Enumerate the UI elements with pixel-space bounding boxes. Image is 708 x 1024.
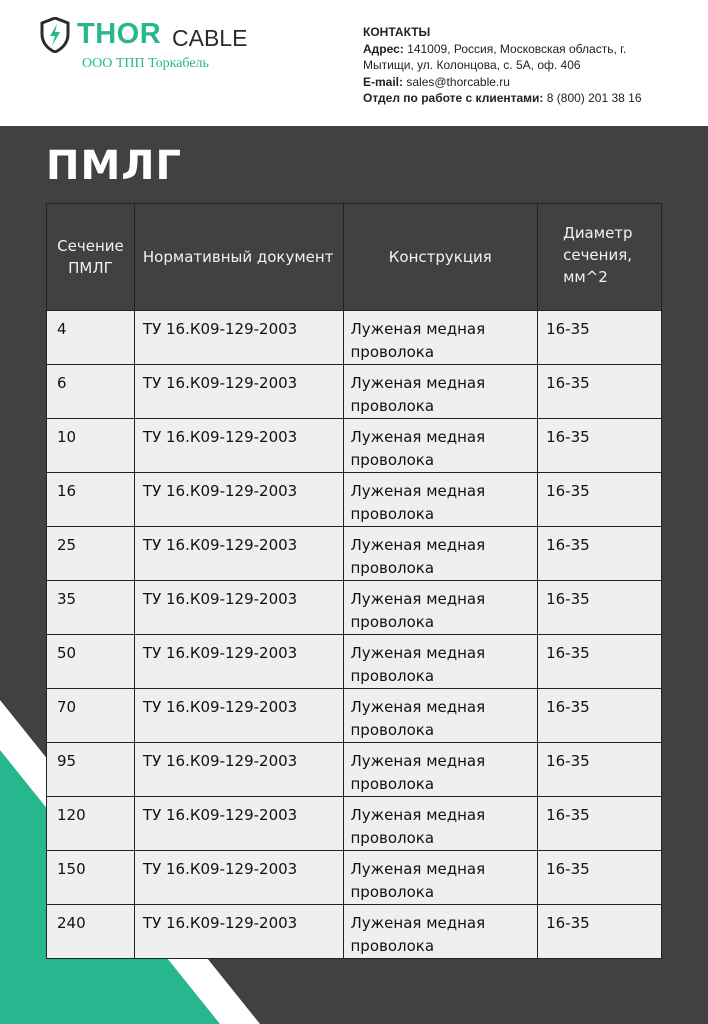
cell-construction: Луженая медная проволока	[343, 905, 538, 959]
cell-section: 95	[47, 743, 135, 797]
cell-section: 25	[47, 527, 135, 581]
phone-link[interactable]: 8 (800) 201 38 16	[546, 91, 642, 105]
cell-diameter: 16-35	[538, 419, 662, 473]
cell-section: 6	[47, 365, 135, 419]
cell-document: ТУ 16.К09-129-2003	[134, 419, 343, 473]
cell-diameter: 16-35	[538, 797, 662, 851]
cell-section: 150	[47, 851, 135, 905]
address-value-2: Мытищи, ул. Колонцова, с. 5А, оф. 406	[363, 58, 581, 72]
cell-section: 50	[47, 635, 135, 689]
header-section: Сечение ПМЛГ	[47, 204, 135, 311]
cell-construction: Луженая медная проволока	[343, 851, 538, 905]
cell-section: 35	[47, 581, 135, 635]
header-diameter: Диаметр сечения, мм^2	[538, 204, 662, 311]
cell-document: ТУ 16.К09-129-2003	[134, 311, 343, 365]
table-row	[47, 527, 662, 581]
table-row	[47, 851, 662, 905]
cell-construction: Луженая медная проволока	[343, 797, 538, 851]
email-link[interactable]: sales@thorcable.ru	[406, 74, 510, 89]
table-row	[47, 905, 662, 959]
cell-diameter: 16-35	[538, 581, 662, 635]
cell-construction: Луженая медная проволока	[343, 473, 538, 527]
cell-document: ТУ 16.К09-129-2003	[134, 905, 343, 959]
cell-document: ТУ 16.К09-129-2003	[134, 743, 343, 797]
page-title: ПМЛГ	[46, 143, 182, 189]
cell-document: ТУ 16.К09-129-2003	[134, 527, 343, 581]
table-row	[47, 473, 662, 527]
cell-section: 240	[47, 905, 135, 959]
email-label: E-mail:	[363, 74, 404, 89]
cell-document: ТУ 16.К09-129-2003	[134, 473, 343, 527]
address-label: Адрес:	[363, 41, 404, 56]
contacts-title: КОНТАКТЫ	[363, 25, 431, 39]
cell-diameter: 16-35	[538, 743, 662, 797]
table-row	[47, 689, 662, 743]
specs-table	[46, 203, 662, 959]
cell-construction: Луженая медная проволока	[343, 743, 538, 797]
brand-name: THOR	[77, 18, 162, 50]
cell-document: ТУ 16.К09-129-2003	[134, 797, 343, 851]
cell-construction: Луженая медная проволока	[343, 635, 538, 689]
cell-section: 10	[47, 419, 135, 473]
cell-construction: Луженая медная проволока	[343, 419, 538, 473]
cell-document: ТУ 16.К09-129-2003	[134, 635, 343, 689]
cell-section: 70	[47, 689, 135, 743]
table-row	[47, 311, 662, 365]
cell-section: 120	[47, 797, 135, 851]
cell-diameter: 16-35	[538, 635, 662, 689]
cell-construction: Луженая медная проволока	[343, 689, 538, 743]
cell-diameter: 16-35	[538, 311, 662, 365]
email-line	[363, 74, 703, 91]
cell-diameter: 16-35	[538, 527, 662, 581]
phone-line	[363, 90, 703, 107]
table-row	[47, 743, 662, 797]
cell-construction: Луженая медная проволока	[343, 311, 538, 365]
cell-document: ТУ 16.К09-129-2003	[134, 689, 343, 743]
table-row	[47, 797, 662, 851]
header-construction: Конструкция	[343, 204, 538, 311]
address-line	[363, 41, 703, 58]
contacts-block	[363, 24, 703, 107]
table-row	[47, 635, 662, 689]
cell-section: 4	[47, 311, 135, 365]
brand-suffix: CABLE	[172, 25, 248, 51]
cell-document: ТУ 16.К09-129-2003	[134, 365, 343, 419]
cell-document: ТУ 16.К09-129-2003	[134, 851, 343, 905]
cell-construction: Луженая медная проволока	[343, 581, 538, 635]
page-header	[0, 0, 708, 126]
cell-diameter: 16-35	[538, 473, 662, 527]
cell-construction: Луженая медная проволока	[343, 365, 538, 419]
cell-construction: Луженая медная проволока	[343, 527, 538, 581]
cell-diameter: 16-35	[538, 851, 662, 905]
cell-section: 16	[47, 473, 135, 527]
table-header-row	[47, 204, 662, 311]
table-row	[47, 419, 662, 473]
cell-diameter: 16-35	[538, 905, 662, 959]
table-row	[47, 365, 662, 419]
shield-lightning-icon	[40, 17, 70, 53]
cell-diameter: 16-35	[538, 689, 662, 743]
header-document: Нормативный документ	[134, 204, 343, 311]
address-value-1: 141009, Россия, Московская область, г.	[407, 41, 627, 56]
cell-diameter: 16-35	[538, 365, 662, 419]
brand-subtitle: ООО ТПП Торкабель	[82, 56, 209, 71]
department-label: Отдел по работе с клиентами:	[363, 91, 544, 105]
cell-document: ТУ 16.К09-129-2003	[134, 581, 343, 635]
table-row	[47, 581, 662, 635]
